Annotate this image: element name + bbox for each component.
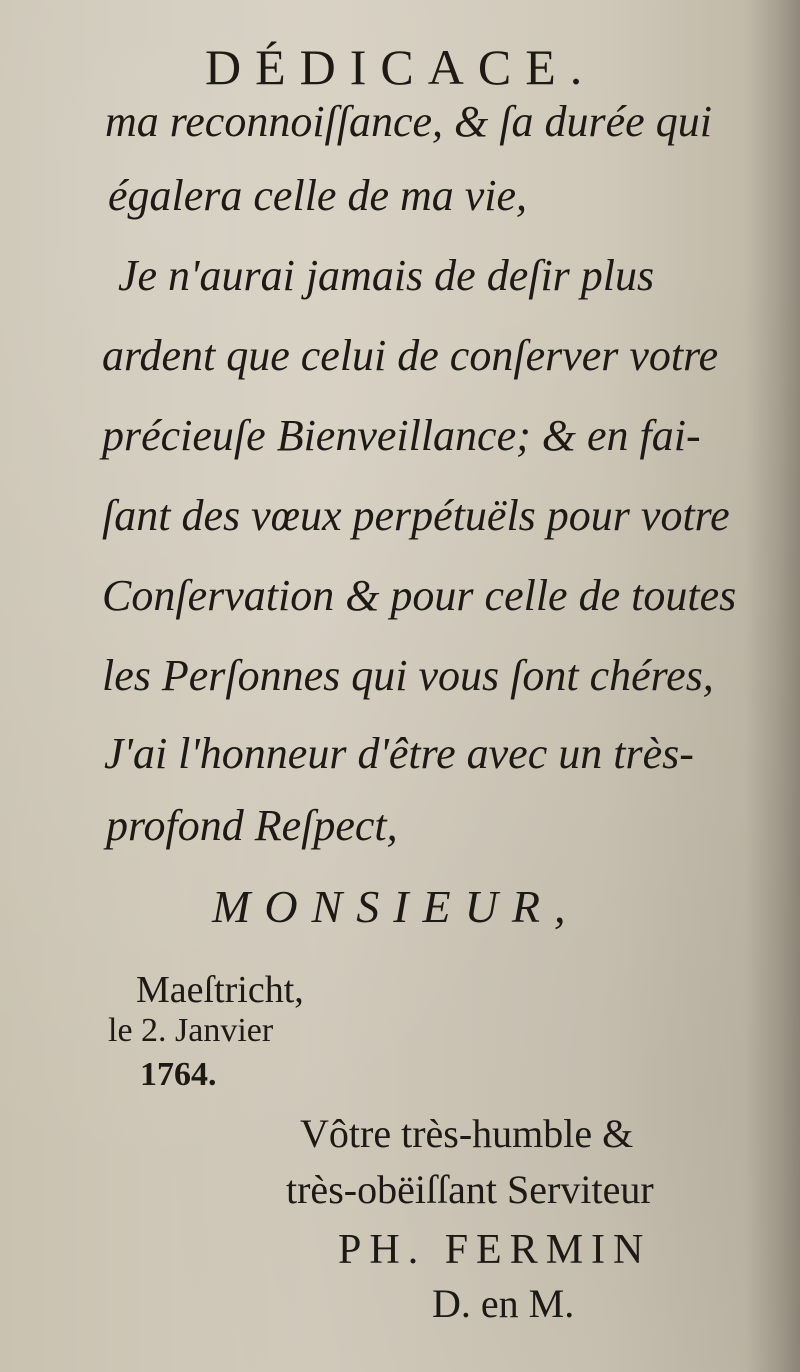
text-line-10: profond Reſpect, [106,801,398,850]
signature-title: D. en M. [432,1281,575,1326]
text-line-9: J'ai l'honneur d'être avec un très- [104,729,694,778]
text-line-2: égalera celle de ma vie, [108,171,528,220]
year-line: 1764. [140,1056,217,1093]
text-line-8: les Perſonnes qui vous ſont chéres, [102,651,714,700]
text-line-5: précieuſe Bienveillance; & en fai- [102,411,701,460]
text-line-4: ardent que celui de conſerver votre [102,331,719,380]
page-edge-shadow [745,0,800,1372]
text-line-6: ſant des vœux perpétuëls pour votre [102,491,730,540]
salutation: MONSIEUR, [212,881,580,932]
text-line-7: Conſervation & pour celle de toutes [102,571,737,620]
closing-line-2: très-obëiſſant Serviteur [286,1167,654,1212]
signature-name: PH. FERMIN [338,1227,652,1273]
closing-line-1: Vôtre très-humble & [300,1111,634,1156]
place-line: Maeſtricht, [136,969,304,1011]
text-line-1: ma reconnoiſſance, & ſa durée qui [105,97,712,146]
date-line: le 2. Janvier [108,1012,274,1049]
text-line-3: Je n'aurai jamais de deſir plus [118,251,655,300]
page-heading: DÉDICACE. [205,39,597,95]
